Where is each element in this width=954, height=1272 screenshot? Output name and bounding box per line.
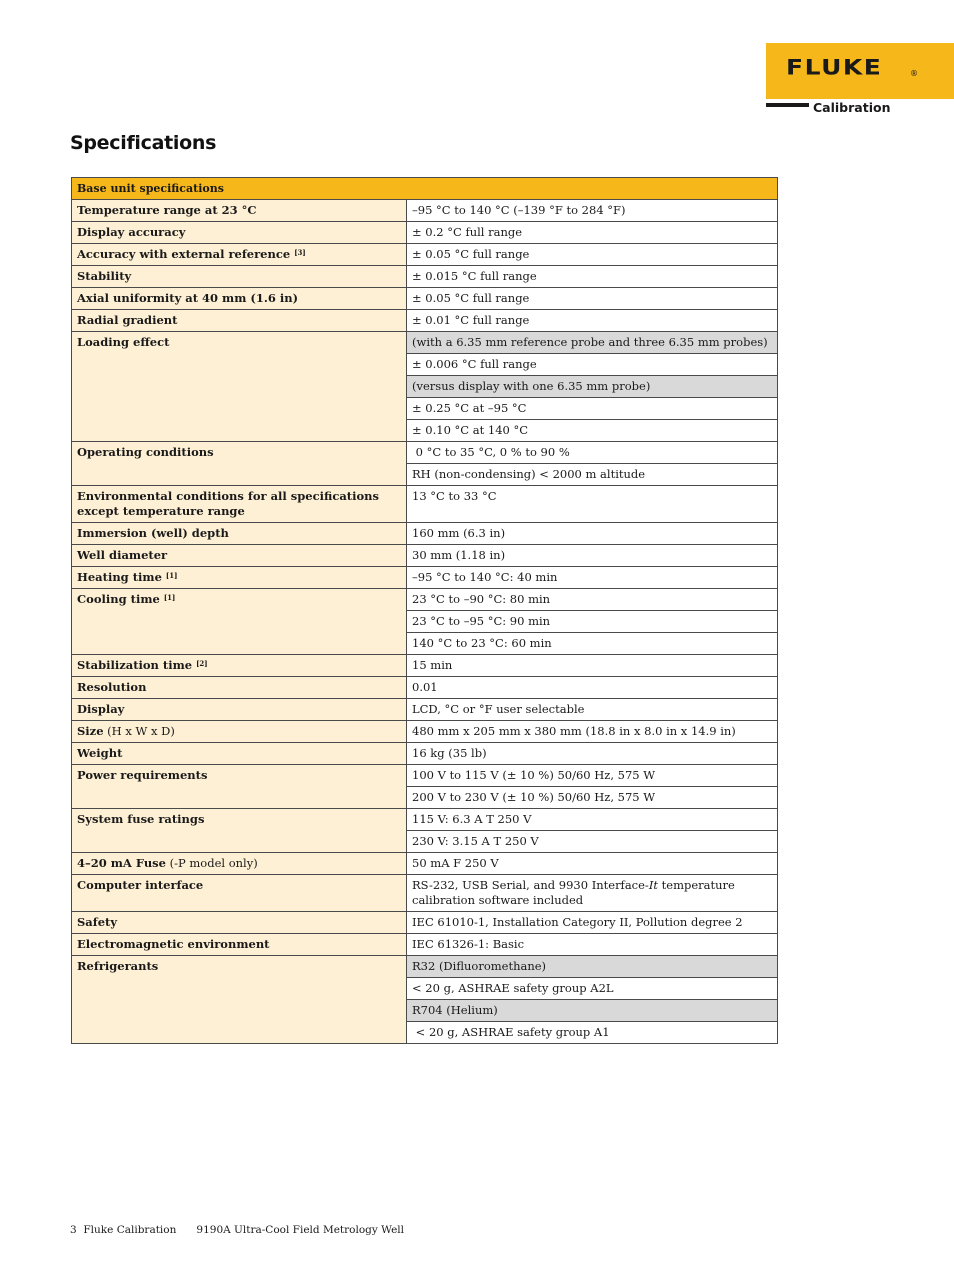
spec-label-text: Computer interface <box>77 878 204 892</box>
spec-value-text: 50 mA F 250 V <box>412 856 499 870</box>
spec-value <box>407 398 778 420</box>
spec-label <box>72 677 407 699</box>
spec-value-text: ± 0.2 °C full range <box>412 225 523 239</box>
spec-label-text: Loading effect <box>77 335 170 349</box>
spec-label <box>72 589 407 655</box>
spec-label <box>72 222 407 244</box>
spec-value-text: ± 0.05 °C full range <box>412 247 530 261</box>
spec-value <box>407 831 778 853</box>
spec-label <box>72 875 407 912</box>
table-row <box>72 222 778 244</box>
table-row <box>72 956 778 978</box>
spec-label-note: (H x W x D) <box>103 724 175 738</box>
footnote-ref: [3] <box>294 248 306 257</box>
spec-value <box>407 523 778 545</box>
spec-value-text: 480 mm x 205 mm x 380 mm (18.8 in x 8.0 in x 14.9 in) <box>412 724 736 738</box>
spec-label <box>72 523 407 545</box>
spec-value <box>407 589 778 611</box>
spec-value <box>407 655 778 677</box>
spec-value <box>407 978 778 1000</box>
spec-value <box>407 611 778 633</box>
spec-label-note: (-P model only) <box>165 856 258 870</box>
table-row <box>72 332 778 354</box>
spec-value <box>407 677 778 699</box>
spec-value-text: ± 0.015 °C full range <box>412 269 537 283</box>
footnote-ref: [1] <box>165 571 178 580</box>
spec-value-text: 140 °C to 23 °C: 60 min <box>412 636 552 650</box>
spec-value <box>407 567 778 589</box>
spec-value-text: 230 V: 3.15 A T 250 V <box>412 834 539 848</box>
spec-value-text: R32 (Difluoromethane) <box>412 959 547 973</box>
spec-value-text: IEC 61010-1, Installation Category II, Pollution degree 2 <box>412 915 743 929</box>
spec-value-text: ± 0.25 °C at –95 °C <box>412 401 527 415</box>
spec-label <box>72 765 407 809</box>
spec-value <box>407 765 778 787</box>
spec-value <box>407 809 778 831</box>
spec-label-text: Stability <box>77 269 132 283</box>
spec-label-text: Safety <box>77 915 118 929</box>
spec-label <box>72 655 407 677</box>
table-row <box>72 912 778 934</box>
spec-label-text: Resolution <box>77 680 147 694</box>
spec-value-text: 115 V: 6.3 A T 250 V <box>412 812 532 826</box>
spec-label-text: Power requirements <box>77 768 208 782</box>
spec-value <box>407 464 778 486</box>
table-row <box>72 200 778 222</box>
spec-label-text: Radial gradient <box>77 313 178 327</box>
spec-label-text: 4–20 mA Fuse <box>77 856 166 870</box>
spec-value-text: 13 °C to 33 °C <box>412 489 497 503</box>
spec-label <box>72 288 407 310</box>
spec-value <box>407 1000 778 1022</box>
spec-value-text: R704 (Helium) <box>412 1003 498 1017</box>
spec-value-text: < 20 g, ASHRAE safety group A1 <box>412 1025 610 1039</box>
spec-label-text: Weight <box>77 746 123 760</box>
page-title: Specifications <box>70 132 217 154</box>
spec-value-text: 100 V to 115 V (± 10 %) 50/60 Hz, 575 W <box>412 768 656 782</box>
spec-value-text: 15 min <box>412 658 453 672</box>
spec-value <box>407 699 778 721</box>
spec-value <box>407 288 778 310</box>
spec-value <box>407 354 778 376</box>
spec-label-text: Environmental conditions for all specifications except temperature range <box>77 489 379 518</box>
spec-label <box>72 956 407 1044</box>
table-row <box>72 875 778 912</box>
spec-value-italic: It <box>648 878 658 892</box>
spec-value <box>407 266 778 288</box>
spec-value-text: ± 0.05 °C full range <box>412 291 530 305</box>
footer-product: 9190A Ultra-Cool Field Metrology Well <box>196 1224 405 1236</box>
spec-table <box>71 177 778 1044</box>
spec-label <box>72 545 407 567</box>
spec-value-text: 0 °C to 35 °C, 0 % to 90 % <box>412 445 570 459</box>
spec-value <box>407 545 778 567</box>
table-row <box>72 567 778 589</box>
spec-label-text: Immersion (well) depth <box>77 526 229 540</box>
table-row <box>72 545 778 567</box>
spec-value-text: IEC 61326-1: Basic <box>412 937 525 951</box>
spec-value-text: temperature calibration software included <box>412 878 735 907</box>
spec-value-text: 0.01 <box>412 680 438 694</box>
spec-value <box>407 853 778 875</box>
spec-label <box>72 332 407 442</box>
table-row <box>72 244 778 266</box>
spec-value-text: LCD, °C or °F user selectable <box>412 702 585 716</box>
spec-label-text: Axial uniformity at 40 mm (1.6 in) <box>77 291 299 305</box>
page-number: 3 <box>70 1224 77 1236</box>
registered-mark: ® <box>910 69 918 78</box>
table-row <box>72 266 778 288</box>
table-row <box>72 589 778 611</box>
table-row <box>72 743 778 765</box>
spec-label <box>72 266 407 288</box>
logo-rule <box>766 103 809 107</box>
table-row <box>72 765 778 787</box>
table-row <box>72 655 778 677</box>
table-row <box>72 288 778 310</box>
footer-company: Fluke Calibration <box>83 1224 177 1236</box>
table-header: Base unit specifications <box>72 178 778 200</box>
spec-value <box>407 442 778 464</box>
table-row <box>72 442 778 464</box>
table-row <box>72 310 778 332</box>
spec-value <box>407 332 778 354</box>
table-row <box>72 853 778 875</box>
spec-label-text: Display <box>77 702 125 716</box>
spec-value-text: 16 kg (35 lb) <box>412 746 487 760</box>
spec-value-text: RH (non-condensing) < 2000 m altitude <box>412 467 646 481</box>
spec-label <box>72 743 407 765</box>
spec-label-text: System fuse ratings <box>77 812 205 826</box>
spec-label <box>72 486 407 523</box>
footnote-ref: [2] <box>196 659 208 668</box>
spec-label <box>72 200 407 222</box>
spec-label <box>72 310 407 332</box>
table-row <box>72 523 778 545</box>
table-row <box>72 809 778 831</box>
spec-label-text: Stabilization time <box>77 658 193 672</box>
logo-wordmark: FLUKE <box>786 55 883 80</box>
spec-value-text: 23 °C to –95 °C: 90 min <box>412 614 551 628</box>
spec-label-text: Temperature range at 23 °C <box>77 203 257 217</box>
spec-label-text: Cooling time <box>77 592 160 606</box>
spec-value <box>407 912 778 934</box>
spec-label <box>72 809 407 853</box>
spec-value-text: (versus display with one 6.35 mm probe) <box>412 379 651 393</box>
spec-label <box>72 912 407 934</box>
spec-value-text: (with a 6.35 mm reference probe and three 6.35 mm probes) <box>412 335 768 349</box>
spec-label-text: Operating conditions <box>77 445 214 459</box>
spec-label-text: Electromagnetic environment <box>77 937 270 951</box>
spec-value <box>407 222 778 244</box>
spec-label <box>72 244 407 266</box>
spec-label <box>72 721 407 743</box>
spec-value-text: ± 0.01 °C full range <box>412 313 530 327</box>
footnote-ref: [1] <box>163 593 176 602</box>
spec-value-text: 30 mm (1.18 in) <box>412 548 506 562</box>
spec-value <box>407 244 778 266</box>
spec-value <box>407 420 778 442</box>
spec-label <box>72 934 407 956</box>
spec-value-text: 200 V to 230 V (± 10 %) 50/60 Hz, 575 W <box>412 790 656 804</box>
spec-value-text: ± 0.10 °C at 140 °C <box>412 423 529 437</box>
spec-value-text: ± 0.006 °C full range <box>412 357 537 371</box>
spec-value <box>407 486 778 523</box>
spec-value <box>407 310 778 332</box>
spec-label-text: Well diameter <box>77 548 168 562</box>
spec-value-text: < 20 g, ASHRAE safety group A2L <box>412 981 614 995</box>
spec-label-text: Display accuracy <box>77 225 186 239</box>
spec-value <box>407 721 778 743</box>
spec-value <box>407 376 778 398</box>
logo-subtitle: Calibration <box>813 100 891 115</box>
spec-value-text: –95 °C to 140 °C: 40 min <box>412 570 558 584</box>
table-row <box>72 934 778 956</box>
fluke-logo <box>766 43 954 99</box>
spec-label-text: Size <box>77 724 104 738</box>
spec-value-text: 160 mm (6.3 in) <box>412 526 506 540</box>
spec-label-text: Accuracy with external reference <box>77 247 291 261</box>
table-row <box>72 677 778 699</box>
spec-label <box>72 567 407 589</box>
spec-value-text: –95 °C to 140 °C (–139 °F to 284 °F) <box>412 203 626 217</box>
spec-value-text: 23 °C to –90 °C: 80 min <box>412 592 551 606</box>
spec-value <box>407 875 778 912</box>
spec-value <box>407 743 778 765</box>
table-row <box>72 699 778 721</box>
spec-value <box>407 934 778 956</box>
spec-value <box>407 200 778 222</box>
spec-label <box>72 853 407 875</box>
spec-value <box>407 956 778 978</box>
spec-label <box>72 699 407 721</box>
table-row <box>72 721 778 743</box>
table-row <box>72 486 778 523</box>
page-footer <box>70 1224 404 1236</box>
spec-value <box>407 1022 778 1044</box>
spec-value <box>407 787 778 809</box>
spec-label-text: Heating time <box>77 570 162 584</box>
spec-value <box>407 633 778 655</box>
spec-value-text: RS-232, USB Serial, and 9930 Interface- <box>412 878 649 892</box>
spec-label-text: Refrigerants <box>77 959 159 973</box>
table-header-row <box>72 178 778 200</box>
spec-label <box>72 442 407 486</box>
